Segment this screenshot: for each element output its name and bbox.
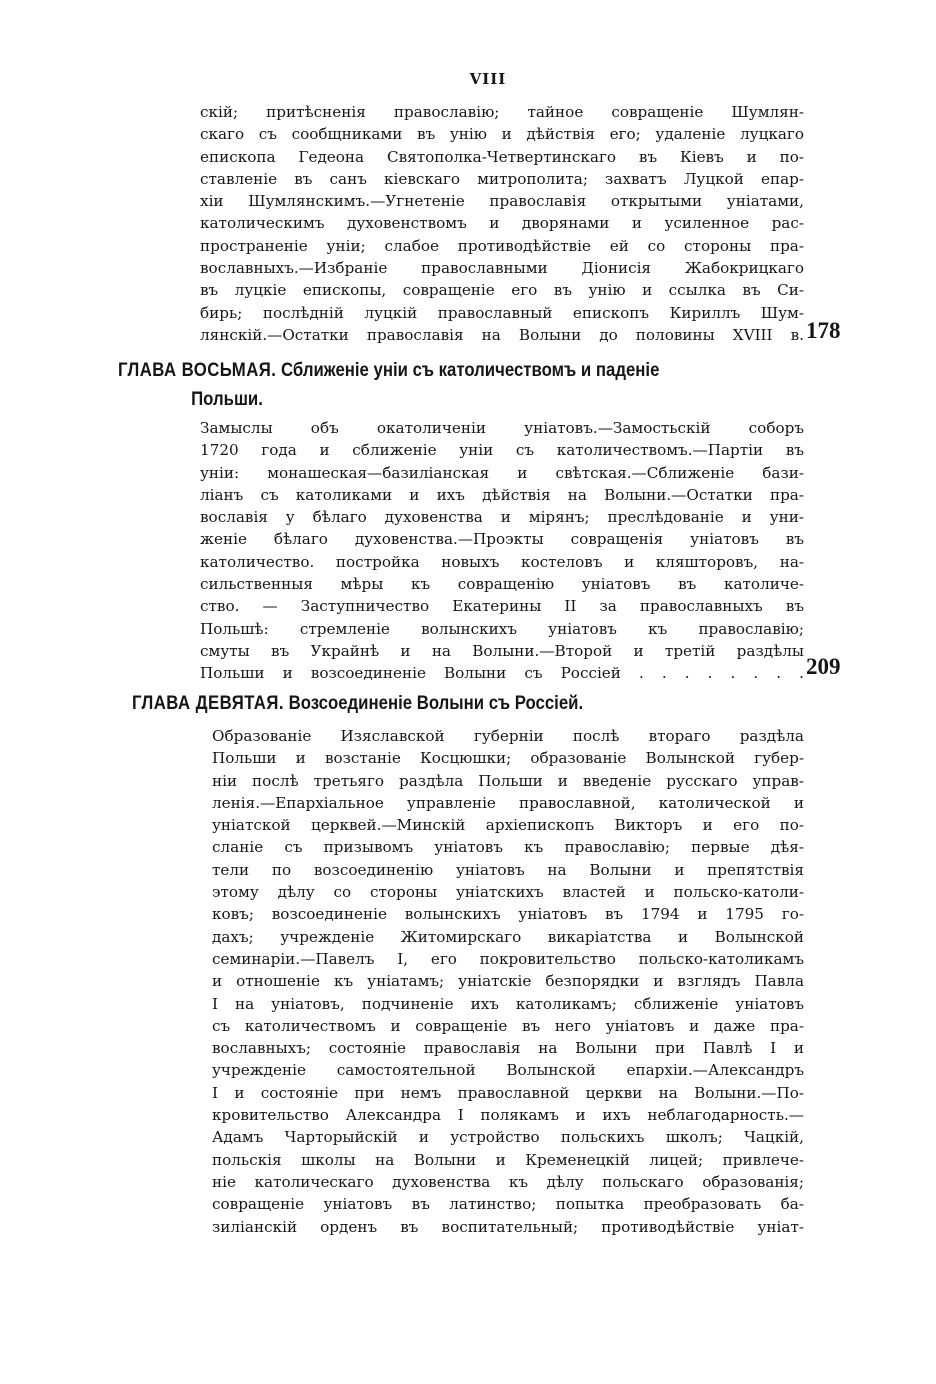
summary-line: Польши и возстаніе Косцюшки; образованіе Волынской губер- xyxy=(212,749,804,768)
summary-line: сильственныя мѣры къ совращенію уніатовъ въ католиче- xyxy=(200,575,804,594)
chapter-eight-summary xyxy=(200,417,804,685)
summary-line: Польшѣ: стремленіе волынскихъ уніатовъ къ православію; xyxy=(200,619,804,638)
summary-line: скій; притѣсненія православію; тайное совращеніе Шумлян- xyxy=(200,103,804,121)
summary-line: I на уніатовъ, подчиненіе ихъ католикамъ; сближеніе уніатовъ xyxy=(212,994,804,1013)
summary-line: зиліанскій орденъ въ воспитательный; противодѣйствіе уніат- xyxy=(212,1217,804,1236)
summary-line: Замыслы объ окатоличеніи уніатовъ.—Замостьскій соборъ xyxy=(200,419,804,437)
summary-line: смуты въ Украйнѣ и на Волыни.—Второй и третій раздѣлы xyxy=(200,641,804,660)
summary-line: въ луцкіе епископы, совращеніе его въ унію и ссылка въ Си- xyxy=(200,281,804,300)
summary-line: хіи Шумлянскимъ.—Угнетеніе православія открытыми уніатами, xyxy=(200,192,804,211)
chapter-eight-label: ГЛАВА ВОСЬМАЯ. xyxy=(118,359,277,381)
chapter-eight-heading xyxy=(118,356,720,414)
summary-line: Образованіе Изяславской губерніи послѣ втораго раздѣла xyxy=(212,727,804,745)
summary-line: 1720 года и сближеніе уніи съ католичествомъ.—Партіи въ xyxy=(200,441,804,460)
chapter-nine-heading xyxy=(132,689,734,718)
summary-line: уніатской церквей.—Минскій архіепископъ Викторъ и его по- xyxy=(212,816,804,835)
summary-line: вославія у бѣлаго духовенства и мірянъ; преслѣдованіе и уни- xyxy=(200,508,804,527)
chapter-eight-title-continued: Польши. xyxy=(191,388,263,410)
summary-line: католическимъ духовенствомъ и дворянами и усиленное рас- xyxy=(200,214,804,233)
summary-line: женіе бѣлаго духовенства.—Проэкты совращенія уніатовъ въ xyxy=(200,530,804,549)
summary-line: ліанъ съ католиками и ихъ дѣйствія на Волыни.—Остатки пра- xyxy=(200,485,804,504)
summary-line: ленія.—Епархіальное управленіе православной, католической и xyxy=(212,793,804,812)
summary-line: и отношеніе къ уніатамъ; уніатскіе безпорядки и взглядъ Павла xyxy=(212,972,804,991)
chapter-seven-summary-continued xyxy=(200,101,804,346)
chapter-nine-summary xyxy=(212,725,804,1238)
chapter-nine-title: Возсоединеніе Волыни съ Россіей. xyxy=(288,692,584,714)
summary-line: лянскій.—Остатки православія на Волыни до половины XVIII в. xyxy=(200,325,804,344)
chapter-eight-title: Сближеніе уніи съ католичествомъ и паденіе xyxy=(280,359,660,381)
summary-line: семинаріи.—Павелъ I, его покровительство польско-католикамъ xyxy=(212,949,804,968)
summary-line: кровительство Александра I полякамъ и ихъ неблагодарность.— xyxy=(212,1106,804,1125)
summary-line: Адамъ Чарторыйскій и устройство польскихъ школъ; Чацкій, xyxy=(212,1128,804,1147)
summary-line: ство. — Заступничество Екатерины II за православныхъ въ xyxy=(200,597,804,616)
summary-line: этому дѣлу со стороны уніатскихъ властей и польско-католи- xyxy=(212,883,804,902)
summary-line: съ католичествомъ и совращеніе въ него уніатовъ и даже пра- xyxy=(212,1016,804,1035)
summary-line: ніе католическаго духовенства къ дѣлу польскаго образованія; xyxy=(212,1172,804,1191)
summary-line: ковъ; возсоединеніе волынскихъ уніатовъ въ 1794 и 1795 го- xyxy=(212,905,804,924)
summary-line: епископа Гедеона Святополка-Четвертинскаго въ Кіевъ и по- xyxy=(200,147,804,166)
summary-line: вославныхъ.—Избраніе православными Діонисія Жабокрицкаго xyxy=(200,259,804,278)
summary-line: католичество. постройка новыхъ костеловъ и кляшторовъ, на- xyxy=(200,552,804,571)
summary-line: скаго съ сообщниками въ унію и дѣйствія его; удаленіе луцкаго xyxy=(200,125,804,144)
summary-line: ставленіе въ санъ кіевскаго митрополита; захватъ Луцкой епар- xyxy=(200,169,804,188)
page-folio: VIII xyxy=(469,70,507,88)
summary-line: пространеніе уніи; слабое противодѣйствіе ей со стороны пра- xyxy=(200,236,804,255)
summary-line: совращеніе уніатовъ въ латинство; попытка преобразовать ба- xyxy=(212,1195,804,1214)
summary-line: сланіе съ призывомъ уніатовъ къ православію; первые дѣя- xyxy=(212,838,804,857)
summary-line: уніи: монашеская—базиліанская и свѣтская.—Сближеніе бази- xyxy=(200,463,804,482)
summary-line: Польши и возсоединеніе Волыни съ Россіей . . . . . . . . xyxy=(200,664,804,683)
summary-line: тели по возсоединенію уніатовъ на Волыни и препятствія xyxy=(212,860,804,879)
page-number-178: 178 xyxy=(806,318,841,343)
summary-line: ніи послѣ третьяго раздѣла Польши и введеніе русскаго управ- xyxy=(212,771,804,790)
chapter-nine-label: ГЛАВА ДЕВЯТАЯ. xyxy=(132,692,284,714)
summary-line: I и состояніе при немъ православной церкви на Волыни.—По- xyxy=(212,1083,804,1102)
summary-line: вославныхъ; состояніе православія на Волыни при Павлѣ I и xyxy=(212,1039,804,1058)
summary-line: учрежденіе самостоятельной Волынской епархіи.—Александръ xyxy=(212,1061,804,1080)
page-number-209: 209 xyxy=(806,654,841,679)
summary-line: польскія школы на Волыни и Кременецкій лицей; привлече- xyxy=(212,1150,804,1169)
summary-line: бирь; послѣдній луцкій православный епископъ Кириллъ Шум- xyxy=(200,303,804,322)
summary-line: дахъ; учрежденіе Житомирскаго викаріатства и Волынской xyxy=(212,927,804,946)
